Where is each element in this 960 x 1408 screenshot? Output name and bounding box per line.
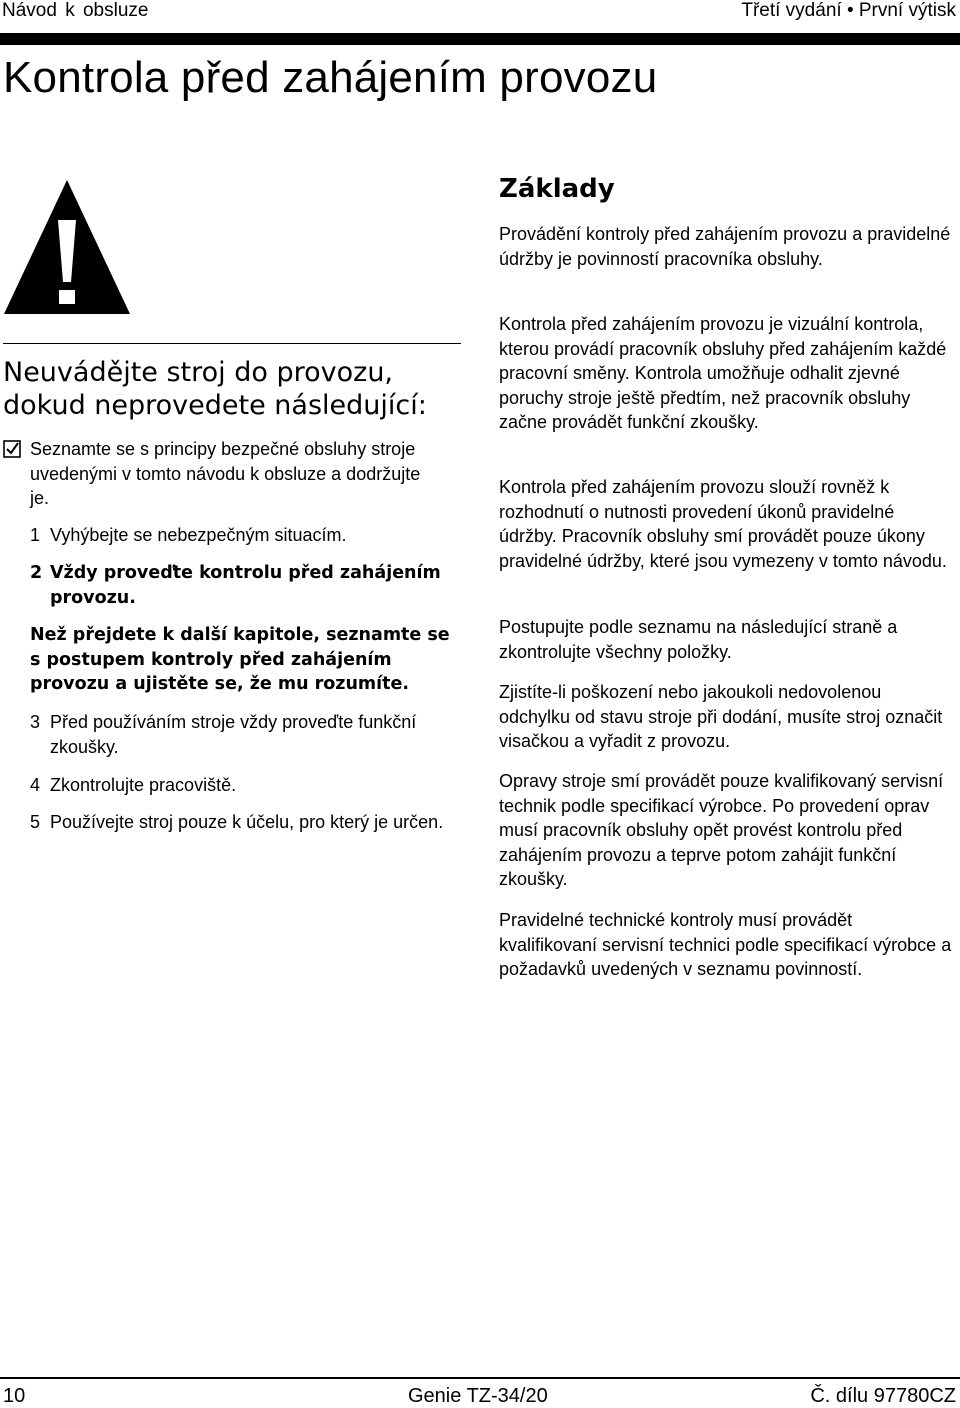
basics-heading: Základy bbox=[499, 174, 615, 204]
header-bar bbox=[0, 33, 960, 45]
step-item-2 bbox=[30, 561, 480, 610]
step-text: Před používáním stroje vždy proveďte funkční zkoušky. bbox=[50, 712, 417, 757]
header-edition-label: Třetí vydání • První výtisk bbox=[741, 0, 956, 21]
step-number: 2 bbox=[30, 563, 43, 583]
step-number: 3 bbox=[30, 712, 41, 732]
step-text: Vždy proveďte kontrolu před zahájením provozu. bbox=[50, 563, 441, 608]
checklist-item-text: Seznamte se s principy bezpečné obsluhy stroje uvedenými v tomto návodu k obsluze a dodržujte je. bbox=[30, 439, 421, 508]
footer-model: Genie TZ-34/20 bbox=[408, 1385, 548, 1407]
section-divider bbox=[3, 343, 461, 344]
step-item-4 bbox=[30, 773, 450, 798]
page-title: Kontrola před zahájením provozu bbox=[3, 53, 658, 102]
step-text: Vyhýbejte se nebezpečným situacím. bbox=[50, 525, 347, 545]
step-number: 4 bbox=[30, 775, 41, 795]
checkbox-checked-icon bbox=[3, 440, 21, 458]
step-item-1 bbox=[30, 523, 450, 548]
warning-heading-line1: Neuvádějte stroj do provozu, bbox=[3, 357, 394, 388]
step-number: 1 bbox=[30, 525, 41, 545]
step-text: Používejte stroj pouze k účelu, pro který je určen. bbox=[50, 812, 444, 832]
footer-divider bbox=[0, 1377, 960, 1379]
step-number: 5 bbox=[30, 812, 41, 832]
footer-part-number: Č. dílu 97780CZ bbox=[810, 1385, 956, 1407]
basics-paragraph-3: Kontrola před zahájením provozu slouží rovněž k rozhodnutí o nutnosti provedení úkonů pravidelné údržby. Pracovník obsluhy smí provádět pouze úkony pravidelné údržby, které jsou vymezeny v tomto návodu. bbox=[499, 477, 947, 571]
step-item-5 bbox=[30, 810, 450, 835]
step-item-3 bbox=[30, 710, 450, 759]
basics-paragraph-6: Opravy stroje smí provádět pouze kvalifikovaný servisní technik podle specifikací výrobce. Po provedení oprav musí pracovník obsluhy opět provést kontrolu před zahájením provozu a teprve potom zahájit funkční zkoušky. bbox=[499, 771, 944, 889]
basics-paragraph-5: Zjistíte-li poškození nebo jakoukoli nedovolenou odchylku od stavu stroje při dodání, musíte stroj označit visačkou a vyřadit z provozu. bbox=[499, 682, 943, 751]
warning-heading bbox=[3, 356, 463, 422]
basics-paragraph-7: Pravidelné technické kontroly musí provádět kvalifikovaní servisní technici podle specifikací výrobce a požadavků uvedených v seznamu povinností. bbox=[499, 910, 952, 979]
warning-note: Než přejdete k další kapitole, seznamte se s postupem kontroly před zahájením provozu a ujistěte se, že mu rozumíte. bbox=[30, 625, 450, 694]
header-manual-label: Návod k obsluze bbox=[2, 0, 149, 21]
step-text: Zkontrolujte pracoviště. bbox=[50, 775, 237, 795]
basics-paragraph-4: Postupujte podle seznamu na následující straně a zkontrolujte všechny položky. bbox=[499, 617, 898, 662]
basics-paragraph-1: Provádění kontroly před zahájením provozu a pravidelné údržby je povinností pracovníka obsluhy. bbox=[499, 224, 951, 269]
warning-triangle-icon bbox=[2, 178, 132, 316]
warning-heading-line2: dokud neprovedete následující: bbox=[3, 390, 427, 421]
basics-paragraph-2: Kontrola před zahájením provozu je vizuální kontrola, kterou provádí pracovník obsluhy před zahájením každé pracovní směny. Kontrola umožňuje odhalit zjevné poruchy stroje ještě předtím, než pracovník obsluhy začne provádět funkční zkoušky. bbox=[499, 314, 947, 432]
footer-page-number: 10 bbox=[3, 1385, 26, 1407]
